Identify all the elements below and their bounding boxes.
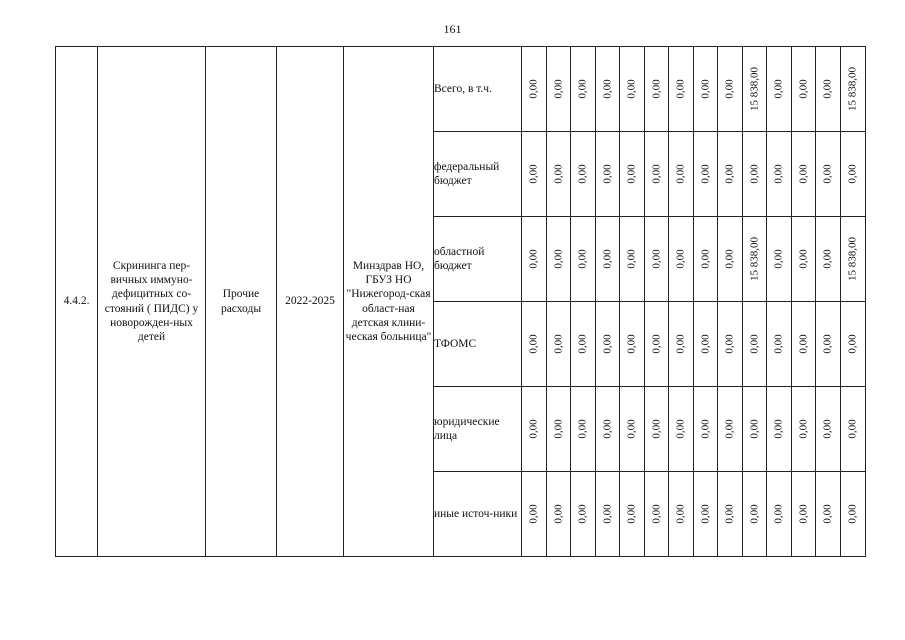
value-text: 0,00 (649, 334, 662, 354)
value-cell (767, 132, 792, 217)
value-text: 15 838,00 (747, 237, 760, 281)
value-cell (743, 387, 767, 472)
table-row (56, 47, 866, 132)
value-cell (669, 387, 694, 472)
value-text: 0,00 (821, 334, 834, 354)
value-cell (841, 302, 866, 387)
value-text: 0,00 (821, 419, 834, 439)
value-text: 0,00 (821, 504, 834, 524)
expense-type: Прочие расходы (206, 47, 277, 557)
item-code: 4.4.2. (56, 47, 98, 557)
value-text: 0,00 (723, 419, 736, 439)
value-text: 0,00 (625, 504, 638, 524)
value-text: 0,00 (674, 79, 687, 99)
value-text: 0,00 (723, 79, 736, 99)
value-text: 0,00 (551, 334, 564, 354)
value-cell (596, 387, 620, 472)
funding-source-label: областной бюджет (434, 217, 522, 302)
value-text: 0,00 (576, 79, 589, 99)
value-text: 0,00 (674, 249, 687, 269)
value-cell (792, 217, 816, 302)
implementation-period: 2022-2025 (277, 47, 344, 557)
value-cell (645, 472, 669, 557)
value-text: 0,00 (527, 419, 540, 439)
value-cell (767, 472, 792, 557)
value-text: 0,00 (527, 249, 540, 269)
value-cell (669, 47, 694, 132)
value-text: 0,00 (527, 504, 540, 524)
value-cell (522, 302, 547, 387)
value-text: 0,00 (772, 164, 785, 184)
value-cell (792, 302, 816, 387)
value-cell (767, 47, 792, 132)
value-text: 15 838,00 (846, 67, 859, 111)
budget-table (55, 46, 866, 557)
value-cell (620, 47, 645, 132)
value-cell (718, 302, 743, 387)
value-text: 0,00 (821, 164, 834, 184)
value-text: 0,00 (698, 164, 711, 184)
value-text: 0,00 (576, 334, 589, 354)
value-cell (571, 387, 596, 472)
value-text: 0,00 (551, 79, 564, 99)
value-cell (620, 217, 645, 302)
value-text: 0,00 (674, 164, 687, 184)
value-text: 0,00 (821, 79, 834, 99)
value-cell (571, 472, 596, 557)
value-text: 0,00 (551, 249, 564, 269)
value-cell (694, 472, 718, 557)
value-cell (547, 217, 571, 302)
value-cell (694, 132, 718, 217)
value-cell (547, 472, 571, 557)
value-text: 0,00 (600, 504, 613, 524)
value-text: 0,00 (576, 249, 589, 269)
value-cell (743, 132, 767, 217)
value-cell (792, 132, 816, 217)
value-cell (620, 387, 645, 472)
value-cell (718, 387, 743, 472)
value-cell (620, 302, 645, 387)
table-body (56, 47, 866, 557)
value-text: 0,00 (527, 164, 540, 184)
value-cell (547, 132, 571, 217)
value-text: 0,00 (723, 164, 736, 184)
value-text: 0,00 (649, 164, 662, 184)
value-cell (816, 132, 841, 217)
value-cell (718, 47, 743, 132)
value-cell (694, 387, 718, 472)
value-cell (743, 472, 767, 557)
value-text: 0,00 (747, 334, 760, 354)
value-cell (792, 472, 816, 557)
value-text: 0,00 (649, 79, 662, 99)
value-text: 0,00 (772, 419, 785, 439)
value-text: 0,00 (772, 249, 785, 269)
value-cell (694, 302, 718, 387)
value-cell (547, 302, 571, 387)
funding-source-label: федеральный бюджет (434, 132, 522, 217)
value-text: 0,00 (551, 419, 564, 439)
value-cell (571, 47, 596, 132)
value-cell (816, 47, 841, 132)
value-text: 0,00 (551, 164, 564, 184)
value-text: 0,00 (698, 419, 711, 439)
value-text: 0,00 (796, 249, 809, 269)
value-cell (645, 217, 669, 302)
value-text: 0,00 (649, 504, 662, 524)
funding-source-label: юридические лица (434, 387, 522, 472)
value-cell (522, 472, 547, 557)
value-text: 0,00 (600, 249, 613, 269)
value-cell (816, 472, 841, 557)
value-cell (596, 302, 620, 387)
value-text: 0,00 (846, 334, 859, 354)
value-text: 0,00 (796, 164, 809, 184)
value-cell (767, 387, 792, 472)
value-cell (645, 302, 669, 387)
value-text: 0,00 (674, 419, 687, 439)
value-text: 15 838,00 (747, 67, 760, 111)
value-cell (547, 387, 571, 472)
value-text: 0,00 (576, 164, 589, 184)
value-text: 0,00 (772, 79, 785, 99)
value-cell (718, 132, 743, 217)
value-text: 0,00 (625, 79, 638, 99)
value-text: 0,00 (551, 504, 564, 524)
value-cell (620, 472, 645, 557)
value-text: 0,00 (723, 334, 736, 354)
page-number: 161 (443, 22, 462, 36)
value-cell (547, 47, 571, 132)
value-text: 0,00 (600, 164, 613, 184)
value-cell (522, 387, 547, 472)
value-text: 0,00 (846, 504, 859, 524)
value-text: 0,00 (649, 419, 662, 439)
value-cell (743, 47, 767, 132)
value-text: 0,00 (772, 504, 785, 524)
value-text: 0,00 (723, 504, 736, 524)
value-text: 0,00 (796, 79, 809, 99)
value-cell (571, 217, 596, 302)
value-text: 0,00 (846, 164, 859, 184)
value-text: 0,00 (747, 504, 760, 524)
value-text: 0,00 (796, 504, 809, 524)
value-cell (841, 472, 866, 557)
value-text: 0,00 (576, 419, 589, 439)
value-cell (743, 217, 767, 302)
value-text: 0,00 (698, 504, 711, 524)
value-cell (620, 132, 645, 217)
value-cell (718, 472, 743, 557)
value-text: 0,00 (723, 249, 736, 269)
value-cell (669, 217, 694, 302)
value-cell (841, 47, 866, 132)
funding-source-label: Всего, в т.ч. (434, 47, 522, 132)
value-cell (571, 132, 596, 217)
value-cell (645, 132, 669, 217)
value-text: 0,00 (600, 334, 613, 354)
value-text: 0,00 (674, 504, 687, 524)
value-cell (718, 217, 743, 302)
value-text: 0,00 (796, 419, 809, 439)
value-cell (841, 387, 866, 472)
value-cell (669, 472, 694, 557)
value-cell (522, 47, 547, 132)
value-cell (743, 302, 767, 387)
value-cell (645, 387, 669, 472)
value-text: 0,00 (674, 334, 687, 354)
value-cell (841, 132, 866, 217)
value-cell (669, 132, 694, 217)
value-cell (596, 472, 620, 557)
value-cell (522, 217, 547, 302)
value-cell (522, 132, 547, 217)
executor: Минздрав НО, ГБУЗ НО "Нижегород-ская област-ная детская клини-ческая больница" (344, 47, 434, 557)
value-cell (596, 47, 620, 132)
value-cell (767, 302, 792, 387)
value-cell (596, 132, 620, 217)
value-text: 0,00 (625, 164, 638, 184)
value-cell (841, 217, 866, 302)
value-text: 0,00 (698, 249, 711, 269)
value-text: 0,00 (698, 334, 711, 354)
value-text: 0,00 (600, 79, 613, 99)
value-text: 0,00 (698, 79, 711, 99)
item-name: Скрининга пер-вичных иммуно-дефицитных со-стояний ( ПИДС) у новорожден-ных детей (98, 47, 206, 557)
value-cell (694, 217, 718, 302)
value-text: 0,00 (747, 164, 760, 184)
value-text: 15 838,00 (846, 237, 859, 281)
value-text: 0,00 (625, 419, 638, 439)
value-cell (669, 302, 694, 387)
value-cell (571, 302, 596, 387)
value-cell (816, 387, 841, 472)
value-text: 0,00 (625, 249, 638, 269)
value-text: 0,00 (527, 334, 540, 354)
value-text: 0,00 (625, 334, 638, 354)
funding-source-label: иные источ-ники (434, 472, 522, 557)
value-text: 0,00 (796, 334, 809, 354)
value-text: 0,00 (747, 419, 760, 439)
value-cell (645, 47, 669, 132)
value-cell (767, 217, 792, 302)
value-cell (694, 47, 718, 132)
value-cell (596, 217, 620, 302)
value-text: 0,00 (576, 504, 589, 524)
value-text: 0,00 (772, 334, 785, 354)
funding-source-label: ТФОМС (434, 302, 522, 387)
value-cell (792, 387, 816, 472)
value-text: 0,00 (527, 79, 540, 99)
value-text: 0,00 (821, 249, 834, 269)
value-text: 0,00 (846, 419, 859, 439)
value-text: 0,00 (600, 419, 613, 439)
value-cell (816, 217, 841, 302)
value-cell (816, 302, 841, 387)
value-text: 0,00 (649, 249, 662, 269)
value-cell (792, 47, 816, 132)
